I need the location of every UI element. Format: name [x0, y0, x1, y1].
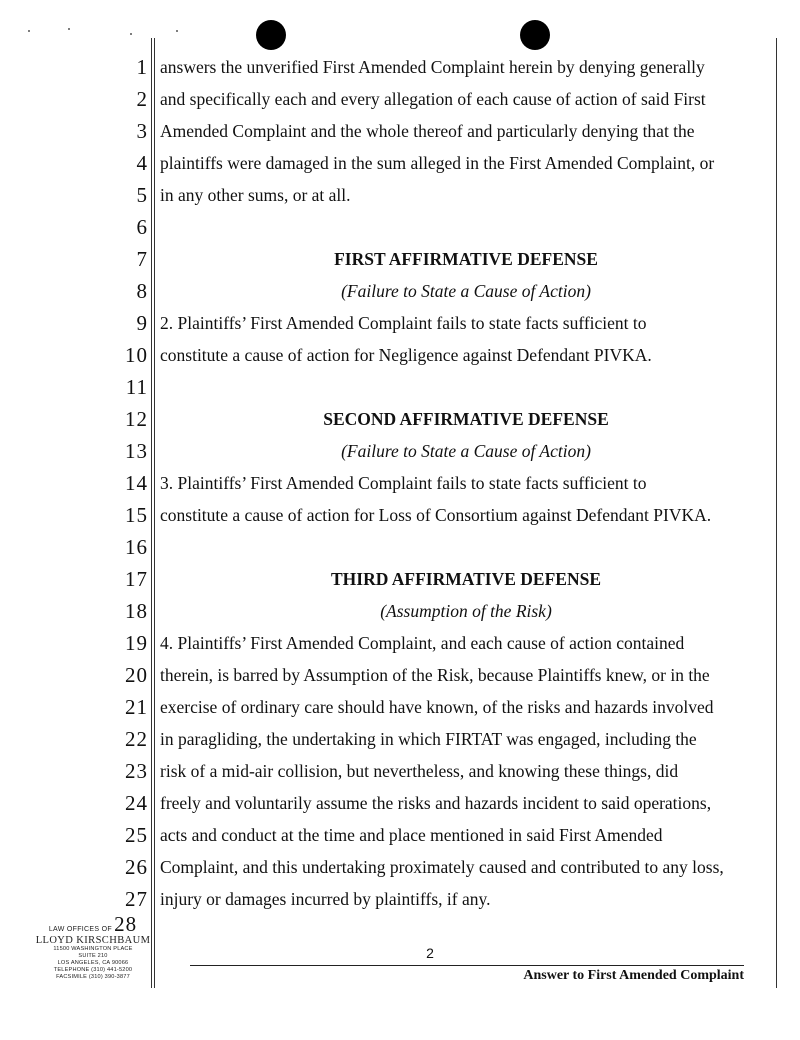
- line-number: 1: [136, 55, 148, 79]
- scan-speck: [28, 30, 30, 32]
- first-defense-heading: FIRST AFFIRMATIVE DEFENSE: [334, 249, 598, 269]
- line-number: 8: [136, 279, 148, 303]
- blank-line: [160, 533, 772, 565]
- body-line: therein, is barred by Assumption of the Risk, because Plaintiffs knew, or in the: [160, 665, 710, 685]
- line-number: 5: [136, 183, 148, 207]
- body-line: plaintiffs were damaged in the sum alleged in the First Amended Complaint, or: [160, 153, 715, 173]
- line-number: 15: [125, 503, 148, 527]
- line-number: 14: [125, 471, 148, 495]
- body-line: freely and voluntarily assume the risks and hazards incident to said operations,: [160, 793, 712, 813]
- second-defense-subheading: (Failure to State a Cause of Action): [341, 441, 591, 461]
- law-offices-row: [34, 912, 152, 937]
- third-defense-subheading: (Assumption of the Risk): [380, 601, 552, 621]
- line-number: 16: [125, 535, 148, 559]
- line-number: 10: [125, 343, 148, 367]
- body-line: 2. Plaintiffs’ First Amended Complaint fails to state facts sufficient to: [160, 313, 647, 333]
- body-line: 4. Plaintiffs’ First Amended Complaint, and each cause of action contained: [160, 633, 685, 653]
- firm-name: LLOYD KIRSCHBAUM: [35, 935, 151, 946]
- line-number: 11: [125, 375, 148, 399]
- line-number: 2: [136, 87, 148, 111]
- page-number: 2: [426, 945, 434, 961]
- pleading-body: [160, 53, 772, 917]
- third-defense-heading: THIRD AFFIRMATIVE DEFENSE: [331, 569, 601, 589]
- line-number: 25: [125, 823, 148, 847]
- body-line: 3. Plaintiffs’ First Amended Complaint fails to state facts sufficient to: [160, 473, 647, 493]
- scan-speck: [130, 33, 132, 35]
- blank-line: [160, 373, 772, 405]
- footer-rule: [190, 965, 744, 966]
- firm-address-line: LOS ANGELES, CA 90066: [57, 960, 129, 966]
- line-number: 21: [125, 695, 148, 719]
- line-number-column: [100, 53, 148, 917]
- left-margin-rule-inner: [154, 38, 155, 988]
- line-number: 19: [125, 631, 148, 655]
- hole-punch-right: [520, 20, 550, 50]
- hole-punch-left: [256, 20, 286, 50]
- body-line: injury or damages incurred by plaintiffs, if any.: [160, 889, 491, 909]
- scan-speck: [176, 30, 178, 32]
- line-number: 27: [125, 887, 148, 911]
- line-number: 9: [136, 311, 148, 335]
- scan-speck: [68, 28, 70, 30]
- right-margin-rule: [776, 38, 777, 988]
- line-number: 12: [125, 407, 148, 431]
- left-margin-rule: [151, 38, 152, 988]
- body-line: risk of a mid-air collision, but nevertheless, and knowing these things, did: [160, 761, 679, 781]
- body-line: and specifically each and every allegation of each cause of action of said First: [160, 89, 706, 109]
- line-number: 24: [125, 791, 148, 815]
- firm-address-line: 11500 WASHINGTON PLACE: [53, 946, 133, 952]
- line-number: 3: [136, 119, 148, 143]
- body-line: exercise of ordinary care should have known, of the risks and hazards involved: [160, 697, 714, 717]
- second-defense-heading: SECOND AFFIRMATIVE DEFENSE: [323, 409, 609, 429]
- body-line: in any other sums, or at all.: [160, 185, 351, 205]
- line-number: 13: [125, 439, 148, 463]
- line-number: 17: [125, 567, 148, 591]
- line-number: 4: [136, 151, 148, 175]
- body-line: Amended Complaint and the whole thereof and particularly denying that the: [160, 121, 695, 141]
- first-defense-subheading: (Failure to State a Cause of Action): [341, 281, 591, 301]
- line-number: 7: [136, 247, 148, 271]
- body-line: constitute a cause of action for Loss of Consortium against Defendant PIVKA.: [160, 505, 712, 525]
- line-number: 23: [125, 759, 148, 783]
- line-number: 18: [125, 599, 148, 623]
- firm-address-line: SUITE 210: [78, 953, 108, 959]
- line-number: 6: [136, 215, 148, 239]
- body-line: acts and conduct at the time and place mentioned in said First Amended: [160, 825, 663, 845]
- line-number-28: 28: [114, 912, 138, 936]
- body-line: Complaint, and this undertaking proximately caused and contributed to any loss,: [160, 857, 724, 877]
- body-line: constitute a cause of action for Negligence against Defendant PIVKA.: [160, 345, 652, 365]
- blank-line: [160, 213, 772, 245]
- law-firm-block: [34, 912, 152, 981]
- line-number: 22: [125, 727, 148, 751]
- firm-facsimile: FACSIMILE (310) 390-3877: [56, 974, 130, 980]
- firm-telephone: TELEPHONE (310) 441-5200: [53, 967, 133, 973]
- body-line: answers the unverified First Amended Complaint herein by denying generally: [160, 57, 705, 77]
- line-number: 26: [125, 855, 148, 879]
- law-offices-label: LAW OFFICES OF: [48, 926, 112, 933]
- body-line: in paragliding, the undertaking in which FIRTAT was engaged, including the: [160, 729, 697, 749]
- footer-document-title: Answer to First Amended Complaint: [523, 968, 744, 983]
- line-number: 20: [125, 663, 148, 687]
